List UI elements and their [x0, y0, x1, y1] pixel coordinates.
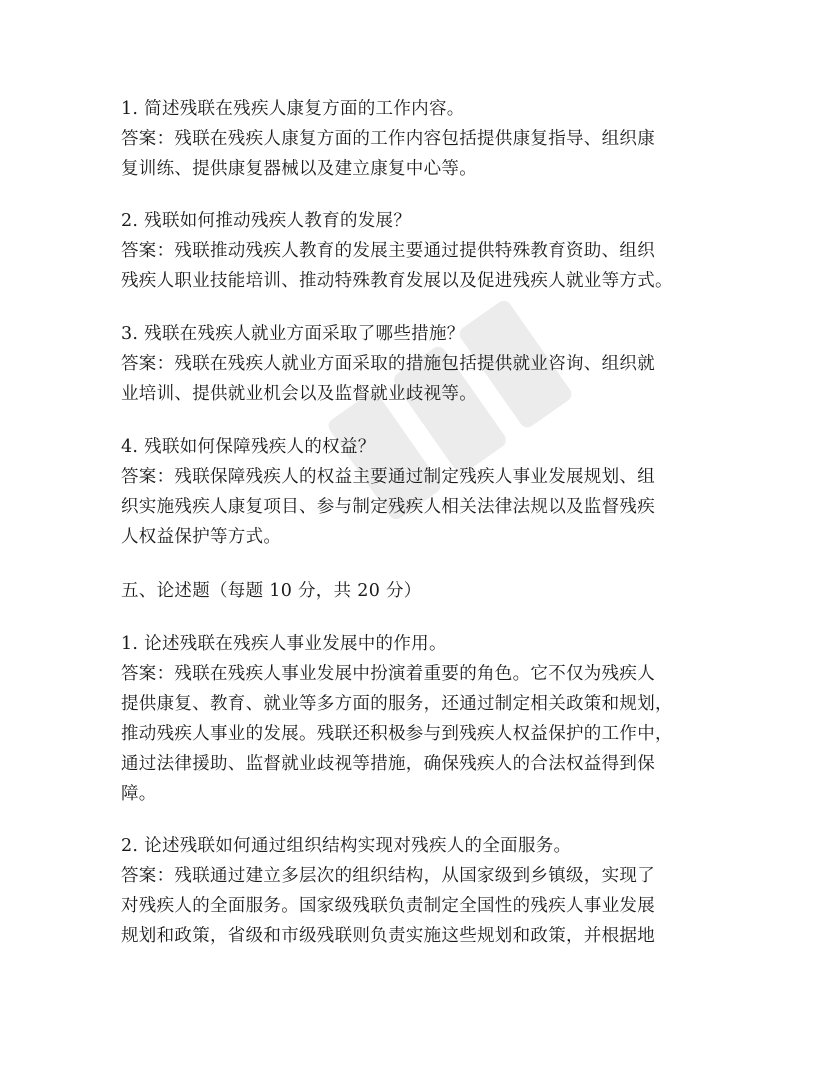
- answer-line: 答案：残联在残疾人事业发展中扮演着重要的角色。它不仅为残疾人: [121, 664, 655, 684]
- question-title: 2. 论述残联如何通过组织结构实现对残疾人的全面服务。: [121, 836, 572, 856]
- question-title: 1. 简述残联在残疾人康复方面的工作内容。: [121, 99, 465, 119]
- answer-line: 人权益保护等方式。: [121, 527, 282, 547]
- answer-line: 提供康复、教育、就业等多方面的服务，还通过制定相关政策和规划，: [121, 694, 673, 714]
- answer-line: 答案：残联在残疾人康复方面的工作内容包括提供康复指导、组织康: [121, 129, 655, 149]
- answer-line: 通过法律援助、监督就业歧视等措施，确保残疾人的合法权益得到保: [121, 754, 655, 774]
- answer-line: 织实施残疾人康复项目、参与制定残疾人相关法律法规以及监督残疾: [121, 497, 655, 517]
- answer-line: 业培训、提供就业机会以及监督就业歧视等。: [121, 384, 477, 404]
- answer-line: 规划和政策，省级和市级残联则负责实施这些规划和政策，并根据地: [121, 926, 655, 946]
- answer-line: 推动残疾人事业的发展。残联还积极参与到残疾人权益保护的工作中，: [121, 724, 673, 744]
- question-title: 1. 论述残联在残疾人事业发展中的作用。: [121, 634, 447, 654]
- question-title: 3. 残联在残疾人就业方面采取了哪些措施？: [121, 324, 465, 344]
- question-title: 2. 残联如何推动残疾人教育的发展？: [121, 211, 412, 231]
- answer-line: 答案：残联通过建立多层次的组织结构，从国家级到乡镇级，实现了: [121, 866, 655, 886]
- answer-line: 复训练、提供康复器械以及建立康复中心等。: [121, 159, 477, 179]
- answer-line: 对残疾人的全面服务。国家级残联负责制定全国性的残疾人事业发展: [121, 896, 655, 916]
- question-title: 4. 残联如何保障残疾人的权益？: [121, 437, 376, 457]
- answer-line: 残疾人职业技能培训、推动特殊教育发展以及促进残疾人就业等方式。: [121, 271, 673, 291]
- answer-line: 障。: [121, 784, 157, 804]
- answer-line: 答案：残联推动残疾人教育的发展主要通过提供特殊教育资助、组织: [121, 241, 655, 261]
- answer-line: 答案：残联保障残疾人的权益主要通过制定残疾人事业发展规划、组: [121, 467, 655, 487]
- answer-line: 答案：残联在残疾人就业方面采取的措施包括提供就业咨询、组织就: [121, 354, 655, 374]
- section-title: 五、论述题（每题 10 分，共 20 分）: [121, 581, 422, 601]
